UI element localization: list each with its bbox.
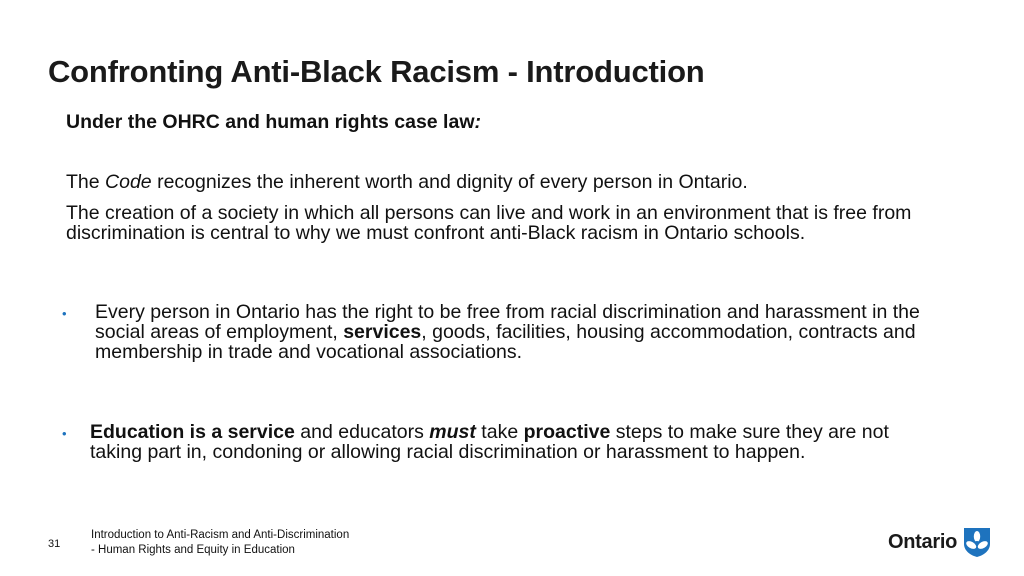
bullet-education-text3: steps to make sure they are not taking part in, condoning or allowing racial discrimination or harassment to happen. [90,421,889,463]
bullet-rights-part1: Every person in Ontario has the right to be free from racial discrimination and harassment in the social areas of employment, [95,301,920,343]
bullet-education-text2: take [475,421,524,443]
bullet-education-bold1: Education is a service [90,421,295,443]
paragraph-code-prefix: The [66,171,106,193]
bullet-marker: • [62,426,67,441]
bullet-item-rights [95,302,935,362]
ontario-logo [888,526,992,558]
subheading-colon: : [474,111,481,133]
paragraph-code [66,172,946,192]
bullet-rights-part2: , goods, facilities, housing accommodation, contracts and membership in trade and vocational associations. [95,321,916,363]
paragraph-society: The creation of a society in which all persons can live and work in an environment that is free from discrimination is central to why we must confront anti-Black racism in Ontario schools. [66,202,912,244]
paragraph-code-rest: recognizes the inherent worth and dignity of every person in Ontario. [151,171,748,193]
bullet-education-bold2: proactive [523,421,611,443]
bullet-marker: • [62,306,67,321]
slide-title: Confronting Anti-Black Racism - Introduction [48,54,705,89]
footer-caption [91,528,411,558]
paragraph-code-term: Code [105,171,152,193]
bullet-rights-bold: services [343,321,422,343]
subheading-text: Under the OHRC and human rights case law [66,111,475,133]
footer-line-2: - Human Rights and Equity in Education [91,544,295,556]
ontario-trillium-icon [962,526,992,558]
subheading [66,112,481,132]
bullet-education-must: must [429,421,476,443]
footer-line-1: Introduction to Anti-Racism and Anti-Discrimination [91,529,350,541]
bullet-item-education [90,422,920,462]
page-number: 31 [48,538,61,550]
bullet-education-text1: and educators [294,421,430,443]
logo-wordmark: Ontario [888,530,958,553]
